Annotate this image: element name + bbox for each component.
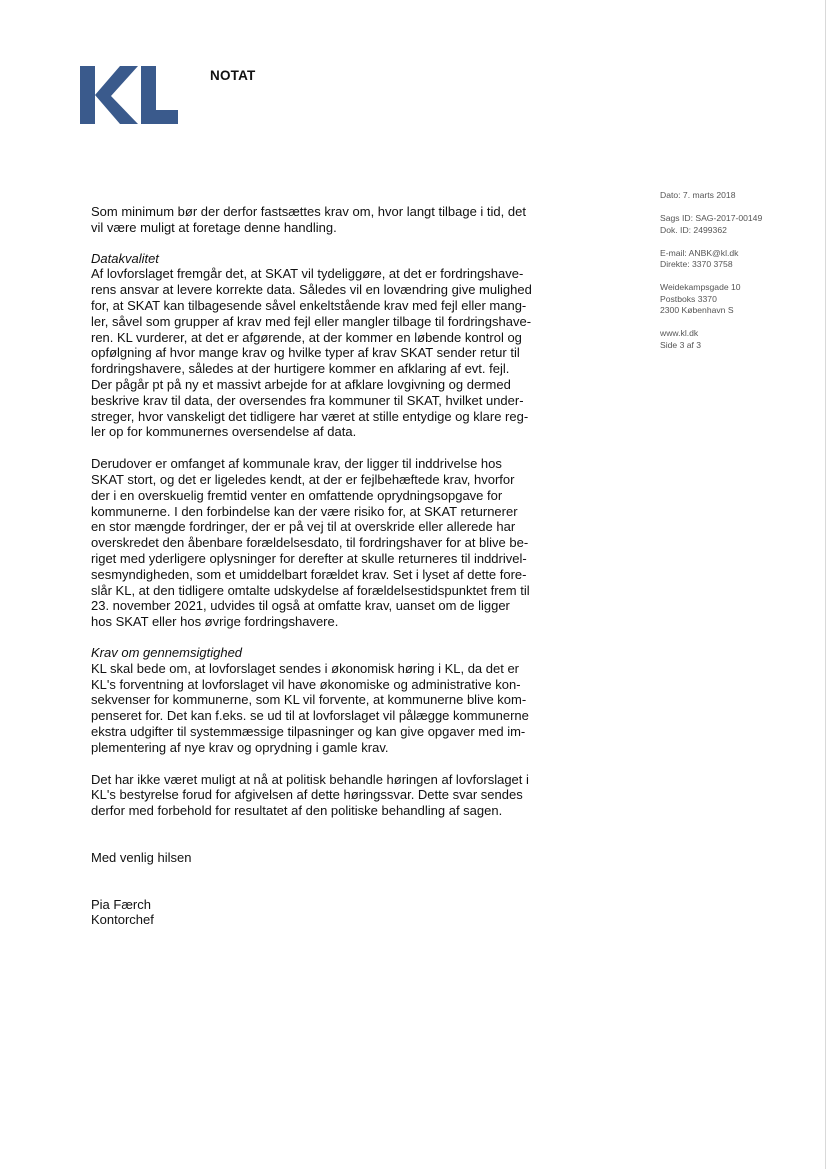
paragraph-line: overskredet den åbenbare forældelsesdato, til fordringshaver for at blive be- xyxy=(91,535,529,551)
direct-phone: Direkte: 3370 3758 xyxy=(660,259,733,270)
paragraph-line: Det har ikke været muligt at nå at politisk behandle høringen af lovforslaget i xyxy=(91,771,529,787)
paragraph-line: fordringshavere, således at der hurtigere kommer en afklaring af evt. fejl. xyxy=(91,361,510,377)
paragraph-line: slår KL, at den tidligere omtalte udskydelse af forældelsestidspunktet frem til xyxy=(91,582,530,598)
paragraph-line: kommunerne. I den forbindelse kan der være risiko for, at SKAT returnerer xyxy=(91,503,518,519)
forbehold-paragraph xyxy=(91,772,556,819)
paragraph-line: KL's bestyrelse forud for afgivelsen af dette høringssvar. Dette svar sendes xyxy=(91,787,523,803)
paragraph-line: en stor mængde fordringer, der er på vej til at overskride eller allerede har xyxy=(91,519,516,535)
paragraph-line: Der pågår pt på ny et massivt arbejde for at afklare lovgivning og dermed xyxy=(91,376,511,392)
paragraph-line: vil være muligt at foretage denne handling. xyxy=(91,219,337,235)
paragraph-line: streger, hvor vanskeligt det tidligere har været at stille entydige og klare reg- xyxy=(91,408,529,424)
paragraph-line: ler, såvel som grupper af krav med fejl eller mangler tilbage til fordringshave- xyxy=(91,313,532,329)
paragraph-line: ekstra udgifter til systemmæssige tilpasninger og kan give opgaver med im- xyxy=(91,723,526,739)
paragraph-line: rens ansvar at levere korrekte data. Således vil en lovændring give mulighed xyxy=(91,282,532,298)
document-type: NOTAT xyxy=(210,68,256,83)
paragraph-line: Derudover er omfanget af kommunale krav, der ligger til inddrivelse hos xyxy=(91,456,502,472)
paragraph-line: for, at SKAT kan tilbagesende såvel enkeltstående krav med fejl eller mang- xyxy=(91,297,527,313)
address-line-2: Postboks 3370 xyxy=(660,293,717,304)
gennemsigtighed-paragraph xyxy=(91,661,556,756)
paragraph-line: riget med yderligere oplysninger for derefter at skulle returneres til inddrivel- xyxy=(91,550,527,566)
case-id: Sags ID: SAG-2017-00149 xyxy=(660,213,763,224)
paragraph-line: KL skal bede om, at lovforslaget sendes i økonomisk høring i KL, da det er xyxy=(91,660,520,676)
kl-logo xyxy=(80,66,178,124)
signature-title: Kontorchef xyxy=(91,912,154,928)
paragraph-line: opfølgning af hvor mange krav og hvilke typer af krav SKAT sender retur til xyxy=(91,345,520,361)
address-line-3: 2300 København S xyxy=(660,305,734,316)
intro-paragraph xyxy=(91,204,556,236)
page-edge xyxy=(825,0,826,1169)
paragraph-line: ren. KL vurderer, at det er afgørende, at der kommer en løbende kontrol og xyxy=(91,329,522,345)
website: www.kl.dk xyxy=(660,328,699,339)
paragraph-line: hos SKAT eller hos øvrige fordringshavere. xyxy=(91,614,339,630)
paragraph-line: KL's forventning at lovforslaget vil have økonomiske og administrative kon- xyxy=(91,676,521,692)
closing: Med venlig hilsen xyxy=(91,849,192,865)
paragraph-line: SKAT stort, og det er ligeledes kendt, at der er fejlbehæftede krav, hvorfor xyxy=(91,471,515,487)
email: E-mail: ANBK@kl.dk xyxy=(660,247,739,258)
paragraph-line: der i en overskuelig fremtid venter en omfattende oprydningsopgave for xyxy=(91,487,503,503)
section-heading-gennemsigtighed: Krav om gennemsigtighed xyxy=(91,644,243,660)
letter-body xyxy=(91,204,556,928)
derudover-paragraph xyxy=(91,456,556,630)
date-label: Dato: 7. marts 2018 xyxy=(660,190,736,200)
paragraph-line: plementering af nye krav og oprydning i gamle krav. xyxy=(91,739,389,755)
signature xyxy=(91,897,556,929)
paragraph-line: derfor med forbehold for resultatet af den politiske behandling af sagen. xyxy=(91,803,503,819)
page-number: Side 3 af 3 xyxy=(660,339,702,350)
paragraph-line: Af lovforslaget fremgår det, at SKAT vil tydeliggøre, at det er fordringshave- xyxy=(91,266,524,282)
paragraph-line: sekvenser for kommunerne, som KL vil forvente, at kommunerne blive kom- xyxy=(91,692,527,708)
section-heading-datakvalitet: Datakvalitet xyxy=(91,250,159,266)
paragraph-line: penseret for. Det kan f.eks. se ud til at lovforslaget vil pålægge kommunerne xyxy=(91,708,529,724)
document-id: Dok. ID: 2499362 xyxy=(660,224,727,235)
paragraph-line: beskrive krav til data, der oversendes fra kommuner til SKAT, hvilket under- xyxy=(91,392,524,408)
signature-name: Pia Færch xyxy=(91,896,151,912)
paragraph-line: sesmyndigheden, som et umiddelbart forældet krav. Set i lyset af dette fore- xyxy=(91,566,527,582)
paragraph-line: ler op for kommunernes oversendelse af data. xyxy=(91,424,357,440)
datakvalitet-paragraph xyxy=(91,266,556,440)
paragraph-line: 23. november 2021, udvides til også at omfatte krav, uanset om de ligger xyxy=(91,598,510,614)
paragraph-line: Som minimum bør der derfor fastsættes krav om, hvor langt tilbage i tid, det xyxy=(91,204,526,219)
address-line-1: Weidekampsgade 10 xyxy=(660,282,741,293)
document-meta xyxy=(660,190,810,363)
